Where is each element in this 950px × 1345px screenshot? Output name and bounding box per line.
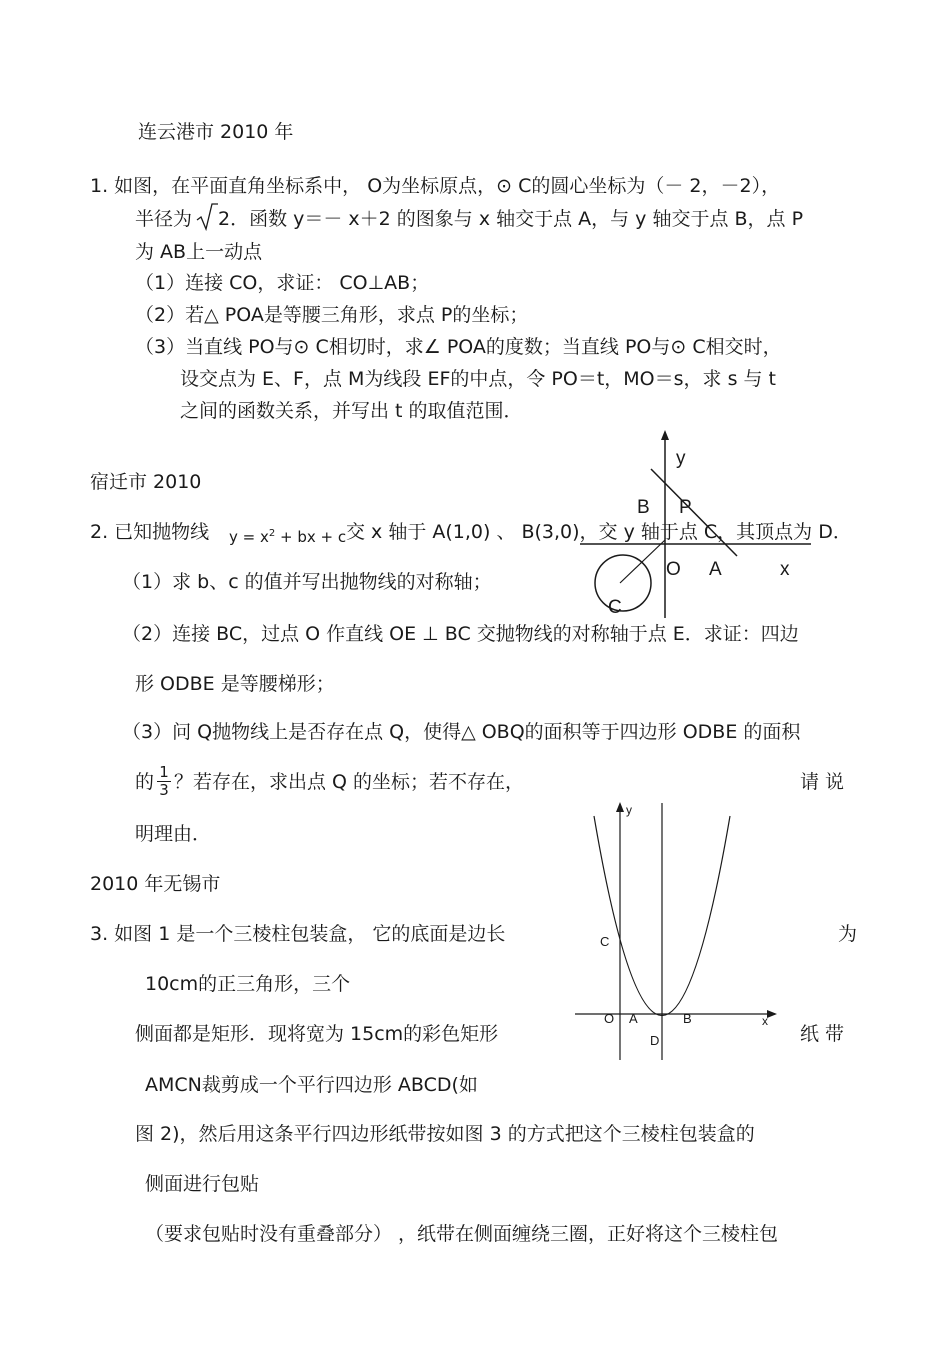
question-2-text: 2. 已知抛物线: [90, 521, 210, 543]
fig1-label-y: y: [676, 448, 686, 469]
question-1-line3: 为 AB上一动点: [135, 241, 263, 263]
question-2-part3: （3）问 Q抛物线上是否存在点 Q，使得△ OBQ的面积等于四边形 ODBE 的面积: [122, 721, 801, 743]
question-1-part3: （3）当直线 PO与⊙ C相切时，求∠ POA的度数；当直线 PO与⊙ C相交时，: [135, 336, 782, 358]
question-2-part3-line2-pre: 的: [135, 771, 155, 793]
question-1-part2: （2）若△ POA是等腰三角形，求点 P的坐标；: [135, 304, 529, 326]
fig2-label-a: A: [629, 1011, 638, 1026]
fig1-label-o: O: [666, 559, 681, 580]
question-3-line3: 侧面都是矩形．现将宽为 15cm的彩色矩形: [135, 1023, 499, 1045]
question-3-line3-right: 纸 带: [800, 1023, 845, 1045]
question-3-text: 3. 如图 1 是一个三棱柱包装盒， 它的底面是边长: [90, 923, 506, 945]
question-3-line4: AMCN裁剪成一个平行四边形 ABCD(如: [145, 1074, 478, 1096]
fig2-y-arrow: [616, 802, 624, 812]
fig2-label-o: O: [604, 1011, 615, 1026]
question-3-line5: 图 2)，然后用这条平行四边形纸带按如图 3 的方式把这个三棱柱包装盒的: [135, 1123, 755, 1145]
fraction-denominator: 3: [157, 781, 171, 799]
question-2-part1: （1）求 b、c 的值并写出抛物线的对称轴；: [122, 571, 492, 593]
question-3-line2: 10cm的正三角形，三个: [145, 973, 351, 995]
fraction-numerator: 1: [159, 763, 169, 781]
sqrt-symbol: [196, 202, 218, 232]
fig1-label-x: x: [780, 559, 790, 580]
fig1-label-b: B: [637, 497, 650, 518]
question-2-part2: （2）连接 BC，过点 O 作直线 OE ⊥ BC 交抛物线的对称轴于点 E．求证：四边: [122, 623, 799, 645]
fig2-label-x: x: [762, 1014, 768, 1028]
question-2-part3-line2: ？若存在，求出点 Q 的坐标；若不存在，: [174, 771, 525, 793]
fig1-circle-c: [595, 555, 651, 611]
question-2-formula: $y = x^2$ + bx + c: [229, 528, 347, 546]
fig2-label-y: y: [626, 803, 632, 817]
question-1-part3-line2: 设交点为 E、F，点 M为线段 EF的中点，令 PO＝t，MO＝s，求 s 与 t: [180, 368, 776, 390]
question-2-text-cont: 交 x 轴于 A(1,0) 、 B(3,0)，交 y 轴于点 C，其顶点为 D．: [346, 521, 852, 543]
question-1-part3-line3: 之间的函数关系，并写出 t 的取值范围．: [180, 400, 523, 422]
question-1-line2a: 半径为: [135, 208, 193, 230]
section-heading-lianyungang: 连云港市 2010 年: [138, 121, 294, 143]
fig1-label-p: P: [679, 497, 692, 518]
question-2-part2-line2: 形 ODBE 是等腰梯形；: [135, 673, 335, 695]
fig2-label-c: C: [600, 934, 610, 949]
fig1-label-c: C: [608, 597, 622, 618]
question-3-line7: （要求包贴时没有重叠部分） ，纸带在侧面缠绕三圈，正好将这个三棱柱包: [145, 1223, 779, 1245]
question-1-line2b: 2．函数 y＝－ x＋2 的图象与 x 轴交于点 A，与 y 轴交于点 B，点 P: [218, 208, 804, 230]
question-1-text: 1. 如图，在平面直角坐标系中， O为坐标原点，⊙ C的圆心坐标为（－ 2，－2），: [90, 175, 781, 197]
question-1-part1: （1）连接 CO，求证： CO⊥AB；: [135, 272, 430, 294]
section-heading-wuxi: 2010 年无锡市: [90, 873, 221, 895]
figure-2-parabola-diagram: [570, 798, 785, 1066]
fig1-label-a: A: [709, 559, 722, 580]
fig2-label-d: D: [650, 1033, 660, 1048]
fraction-one-third: [157, 764, 171, 799]
question-3-line6: 侧面进行包贴: [145, 1173, 260, 1195]
section-heading-suqian: 宿迁市 2010: [90, 471, 202, 493]
question-2-part3-line3: 明理由．: [135, 823, 212, 845]
question-3-text-right: 为: [838, 923, 858, 945]
fig1-line-co: [620, 540, 665, 583]
fig2-x-arrow: [767, 1010, 777, 1018]
fig1-y-arrow: [661, 430, 669, 440]
question-2-part3-line2-right: 请 说: [800, 771, 845, 793]
fig2-label-b: B: [683, 1011, 692, 1026]
